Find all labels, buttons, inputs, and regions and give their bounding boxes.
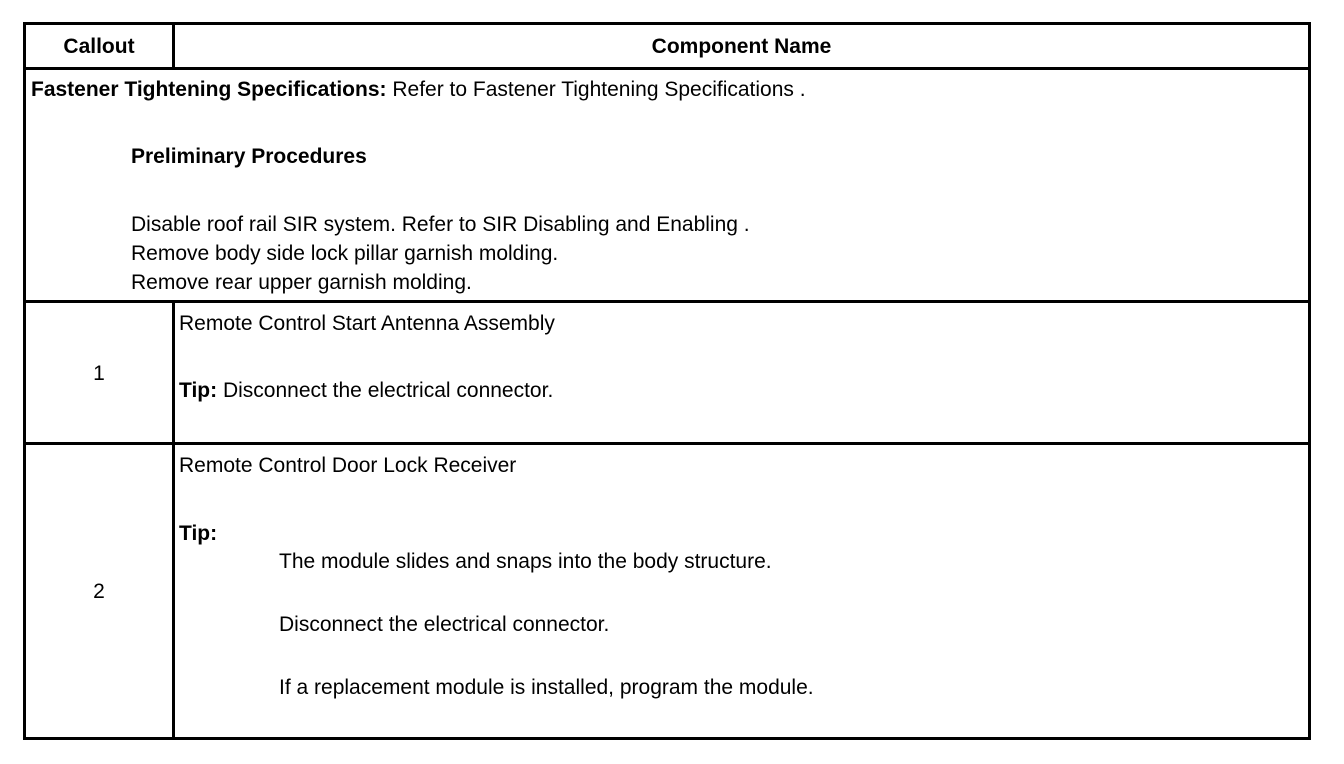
header-component-name: Component Name: [651, 35, 832, 58]
row-1-tip-label: Tip:: [179, 379, 218, 402]
preliminary-title: [131, 145, 367, 169]
preliminary-title-text: Preliminary Procedures: [131, 145, 367, 168]
callout-column-divider: [172, 300, 175, 740]
header-divider: [26, 67, 1308, 70]
row-2-tip-item: The module slides and snaps into the body structure.: [279, 550, 772, 573]
component-table: [23, 22, 1311, 740]
row-2-tip-item: Disconnect the electrical connector.: [279, 613, 610, 636]
row-2-callout: 2: [93, 580, 105, 603]
row-2-tip-label: [179, 522, 217, 546]
row-1-component: Remote Control Start Antenna Assembly: [179, 312, 555, 335]
row-1-tip-text: Disconnect the electrical connector.: [217, 379, 554, 402]
preliminary-step: Remove body side lock pillar garnish molding.: [131, 242, 559, 265]
specs-text: Refer to Fastener Tightening Specifications .: [386, 78, 806, 101]
row-2-tip-label-text: Tip:: [179, 522, 218, 545]
row-2-tip-item: If a replacement module is installed, program the module.: [279, 676, 814, 699]
row-1-callout: 1: [93, 362, 105, 385]
header-callout: Callout: [63, 35, 135, 58]
preliminary-step: Disable roof rail SIR system. Refer to SIR Disabling and Enabling .: [131, 213, 750, 236]
specs-line: [31, 78, 806, 102]
specs-label: Fastener Tightening Specifications:: [31, 78, 387, 101]
row-2-component: Remote Control Door Lock Receiver: [179, 454, 517, 477]
preliminary-step: Remove rear upper garnish molding.: [131, 271, 472, 294]
row-1-divider: [26, 442, 1308, 445]
row-1-tip: [179, 379, 553, 403]
header-column-divider: [172, 25, 175, 67]
preliminary-divider: [26, 300, 1308, 303]
